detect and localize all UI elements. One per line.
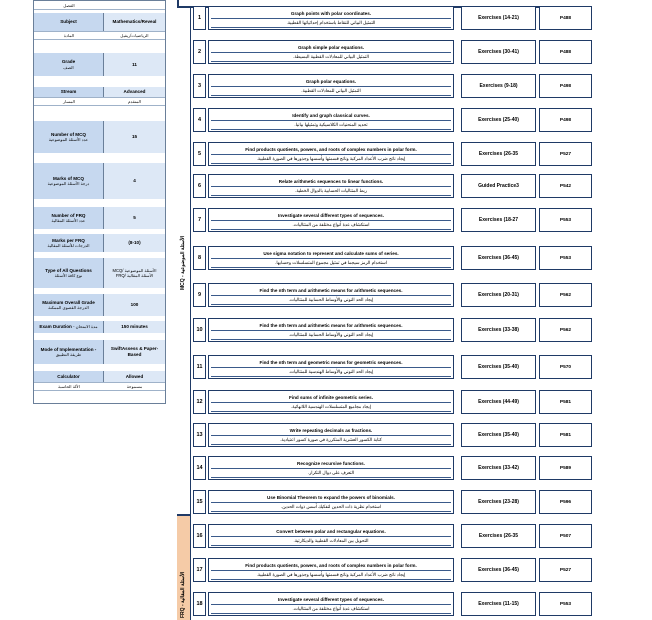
frq-count-value: 5 <box>104 207 165 229</box>
subject-value-ar: الرياضيات/ريفيل <box>120 33 149 38</box>
page-reference: P553 <box>539 592 592 616</box>
question-number: 2 <box>193 40 206 64</box>
learning-outcome <box>208 390 454 414</box>
implementation-mode-label: Mode of Implementation - طريقة التطبيق <box>34 340 104 364</box>
page-reference: P581 <box>539 390 592 414</box>
page-reference: P498 <box>539 74 592 98</box>
page-reference: P553 <box>539 246 592 270</box>
exercise-reference: Exercises (44-49) <box>461 390 536 414</box>
stream-value-ar: المتقدم <box>127 99 142 104</box>
exercise-reference: Exercises (36-45) <box>461 246 536 270</box>
question-number: 4 <box>193 108 206 132</box>
question-number: 18 <box>193 592 206 616</box>
outcome-english: Graph simple polar equations. <box>211 44 451 53</box>
outcome-arabic: إيجاد ناتج ضرب الأعداد المركبة وناتج قسمتها وأسسها وجذورها في الصورة القطبية. <box>211 155 451 164</box>
page-reference: P527 <box>539 558 592 582</box>
question-types-row <box>34 258 165 288</box>
outcome-arabic: تحديد المنحنيات الكلاسيكية وتمثيلها بيانيا. <box>211 121 451 130</box>
question-number: 5 <box>193 142 206 166</box>
outcome-arabic: التمثيل البياني للنقاط باستخدام إحداثياتها القطبية. <box>211 19 451 28</box>
exercise-reference: Exercises (9-18) <box>461 74 536 98</box>
max-grade-value: 100 <box>104 294 165 316</box>
outcome-arabic: كتابة الكسور العشرية المتكررة في صورة كسور اعتيادية. <box>211 436 451 445</box>
exercise-reference: Exercises (30-41) <box>461 40 536 64</box>
mcq-marks-row <box>34 163 165 199</box>
question-row <box>193 355 592 379</box>
outcome-english: Identify and graph classical curves. <box>211 112 451 121</box>
learning-outcome <box>208 283 454 307</box>
subject-label-ar: المادة <box>63 33 75 38</box>
learning-outcome <box>208 592 454 616</box>
mcq-count-label: Number of MCQ عدد الأسئلة الموضوعية <box>34 121 104 153</box>
question-number: 13 <box>193 423 206 447</box>
grade-value: 11 <box>104 53 165 76</box>
exam-info-table <box>33 0 166 404</box>
page-reference: P488 <box>539 40 592 64</box>
outcome-english: Use sigma notation to represent and calculate sums of series. <box>211 250 451 259</box>
outcome-english: Convert between polar and rectangular equations. <box>211 528 451 537</box>
outcome-english: Investigate several different types of sequences. <box>211 212 451 221</box>
learning-outcome <box>208 208 454 232</box>
question-row <box>193 558 592 582</box>
learning-outcome <box>208 318 454 342</box>
question-row <box>193 490 592 514</box>
question-row <box>193 390 592 414</box>
exercise-reference: Exercises (26-35 <box>461 524 536 548</box>
page-reference: P542 <box>539 174 592 198</box>
question-number: 12 <box>193 390 206 414</box>
max-grade-row <box>34 294 165 316</box>
mcq-section-label: MCQ - الأسئلة الموضوعية <box>180 235 186 290</box>
frq-count-label: Number of FRQ عدد الأسئلة المقالية <box>34 207 104 229</box>
implementation-mode-row <box>34 340 165 364</box>
outcome-arabic: استكشاف عدة أنواع مختلفة من المتتاليات. <box>211 221 451 230</box>
page-reference: P553 <box>539 208 592 232</box>
mcq-marks-label: Marks of MCQ درجة الأسئلة الموضوعية <box>34 163 104 199</box>
outcome-english: Find products quotients, powers, and roots of complex numbers in polar form. <box>211 562 451 571</box>
learning-outcome <box>208 490 454 514</box>
learning-outcome <box>208 524 454 548</box>
stream-sub-row <box>34 97 165 106</box>
question-row <box>193 6 592 30</box>
outcome-english: Find the nth term and arithmetic means for arithmetic sequences. <box>211 287 451 296</box>
exam-duration-label: Exam Duration - مدة الامتحان <box>34 321 104 333</box>
exam-duration-value: 150 minutes <box>104 321 165 333</box>
question-number: 14 <box>193 456 206 480</box>
exercise-reference: Exercises (23-28) <box>461 490 536 514</box>
calculator-label-ar: الآلة الحاسبة <box>58 384 80 389</box>
semester-row <box>34 1 165 10</box>
question-row <box>193 283 592 307</box>
outcome-arabic: التمثيل البياني للمعادلات القطبية البسيطة. <box>211 53 451 62</box>
page-reference: P527 <box>539 142 592 166</box>
stream-value: Advanced <box>104 87 165 97</box>
question-number: 10 <box>193 318 206 342</box>
outcome-english: Find sums of infinite geometric series. <box>211 394 451 403</box>
frq-marks-row <box>34 234 165 252</box>
learning-outcome <box>208 174 454 198</box>
calculator-row <box>34 371 165 382</box>
calculator-sub-row <box>34 382 165 391</box>
exercise-reference: Guided Practice3 <box>461 174 536 198</box>
exercise-reference: Exercises (36-45) <box>461 558 536 582</box>
outcome-arabic: إيجاد الحد النوني والأوساط الحسابية للمتتاليات. <box>211 296 451 305</box>
outcome-english: Write repeating decimals as fractions. <box>211 427 451 436</box>
exercise-reference: Exercises (33-42) <box>461 456 536 480</box>
page-reference: P488 <box>539 6 592 30</box>
question-row <box>193 208 592 232</box>
exercise-reference: Exercises (35-40) <box>461 423 536 447</box>
exercise-reference: Exercises (11-15) <box>461 592 536 616</box>
learning-outcome <box>208 108 454 132</box>
outcome-english: Use Binomial Theorem to expand the powers of binomials. <box>211 494 451 503</box>
grade-label: Grade الصف <box>34 53 104 76</box>
calculator-value-ar: مسموحة <box>126 384 143 389</box>
outcome-english: Recognize recursive functions. <box>211 460 451 469</box>
page-reference: P596 <box>539 490 592 514</box>
frq-marks-label: Marks per FRQ الدرجات للأسئلة المقالية <box>34 234 104 252</box>
exercise-reference: Exercises (26-35 <box>461 142 536 166</box>
page-reference: P562 <box>539 318 592 342</box>
question-row <box>193 592 592 616</box>
max-grade-label: Maximum Overall Grade الدرجة القصوى الممكنة <box>34 294 104 316</box>
question-types-label: Type of All Questions نوع كافة الأسئلة <box>34 258 104 288</box>
exercise-reference: Exercises (18-27 <box>461 208 536 232</box>
outcome-english: Find the nth term and arithmetic means for arithmetic sequences. <box>211 322 451 331</box>
question-row <box>193 246 592 270</box>
exercise-reference: Exercises (33-38) <box>461 318 536 342</box>
outcome-arabic: التمثيل البياني للمعادلات القطبية. <box>211 87 451 96</box>
exam-duration-row <box>34 321 165 333</box>
page-reference: P581 <box>539 423 592 447</box>
learning-outcome <box>208 246 454 270</box>
learning-outcome <box>208 355 454 379</box>
outcome-arabic: إيجاد مجاميع المتسلسلات الهندسية اللانهائية. <box>211 403 451 412</box>
page-reference: P498 <box>539 108 592 132</box>
question-number: 15 <box>193 490 206 514</box>
outcome-arabic: إيجاد الحد النوني والأوساط الحسابية للمتتاليات. <box>211 331 451 340</box>
stream-row <box>34 87 165 97</box>
outcome-english: Find the nth term and geometric means for geometric sequences. <box>211 359 451 368</box>
outcome-english: Relate arithmetic sequences to linear functions. <box>211 178 451 187</box>
outcome-english: Find products quotients, powers, and roots of complex numbers in polar form. <box>211 146 451 155</box>
question-number: 17 <box>193 558 206 582</box>
question-row <box>193 318 592 342</box>
learning-outcome <box>208 423 454 447</box>
question-number: 9 <box>193 283 206 307</box>
subject-row <box>34 13 165 31</box>
outcome-arabic: استخدام الرمز سيجما في تمثيل مجموع المتسلسلات وحسابها. <box>211 259 451 268</box>
question-number: 8 <box>193 246 206 270</box>
question-row <box>193 74 592 98</box>
question-row <box>193 108 592 132</box>
page-reference: P570 <box>539 355 592 379</box>
question-number: 16 <box>193 524 206 548</box>
exercise-reference: Exercises (25-40) <box>461 108 536 132</box>
mcq-count-row <box>34 121 165 153</box>
learning-outcome <box>208 6 454 30</box>
question-row <box>193 174 592 198</box>
stream-label-ar: المسار <box>63 99 75 104</box>
question-number: 11 <box>193 355 206 379</box>
question-types-value: MCQ/ الأسئلة الموضوعية FRQ/ الأسئلة المقالية <box>104 258 165 288</box>
frq-marks-value: (8-10) <box>104 234 165 252</box>
stream-label: Stream <box>34 87 104 97</box>
question-number: 7 <box>193 208 206 232</box>
question-number: 1 <box>193 6 206 30</box>
mcq-marks-value: 4 <box>104 163 165 199</box>
outcome-arabic: استكشاف عدة أنواع مختلفة من المتتاليات. <box>211 605 451 614</box>
implementation-mode-value: SwiftAssess & Paper- Based <box>104 340 165 364</box>
question-row <box>193 142 592 166</box>
frq-section-label: FRQ - الأسئلة المقالية <box>180 571 186 618</box>
question-row <box>193 423 592 447</box>
page-reference: P589 <box>539 456 592 480</box>
grade-row <box>34 53 165 76</box>
exercise-reference: Exercises (35-40) <box>461 355 536 379</box>
outcome-arabic: ربط المتتاليات الحسابية بالدوال الخطية. <box>211 187 451 196</box>
mcq-count-value: 15 <box>104 121 165 153</box>
outcome-arabic: إيجاد الحد النوني والأوساط الهندسية للمتتاليات. <box>211 368 451 377</box>
page-reference: P507 <box>539 524 592 548</box>
learning-outcome <box>208 142 454 166</box>
calculator-label: Calculator <box>34 371 104 382</box>
learning-outcome <box>208 74 454 98</box>
subject-label: Subject <box>34 13 104 31</box>
outcome-english: Graph polar equations. <box>211 78 451 87</box>
exercise-reference: Exercises (14-21) <box>461 6 536 30</box>
outcome-arabic: إيجاد ناتج ضرب الأعداد المركبة وناتج قسمتها وأسسها وجذورها في الصورة القطبية. <box>211 571 451 580</box>
outcome-english: Investigate several different types of sequences. <box>211 596 451 605</box>
page-reference: P562 <box>539 283 592 307</box>
outcome-arabic: التحويل بين المعادلات القطبية والديكارتية. <box>211 537 451 546</box>
learning-outcome <box>208 456 454 480</box>
subject-value: Mathematics/Reveal <box>104 13 165 31</box>
question-row <box>193 40 592 64</box>
frq-count-row <box>34 207 165 229</box>
outcome-english: Graph points with polar coordinates. <box>211 10 451 19</box>
outcome-arabic: استخدام نظرية ذات الحدين لتفكيك أسس ذوات الحدين. <box>211 503 451 512</box>
calculator-value: Allowed <box>104 371 165 382</box>
question-number: 6 <box>193 174 206 198</box>
exercise-reference: Exercises (20-31) <box>461 283 536 307</box>
question-number: 3 <box>193 74 206 98</box>
subject-sub-row <box>34 31 165 40</box>
question-row <box>193 524 592 548</box>
learning-outcome <box>208 40 454 64</box>
question-row <box>193 456 592 480</box>
outcome-arabic: التعرف على دوال التكرار. <box>211 469 451 478</box>
semester-label: الفصل <box>63 2 75 8</box>
learning-outcome <box>208 558 454 582</box>
